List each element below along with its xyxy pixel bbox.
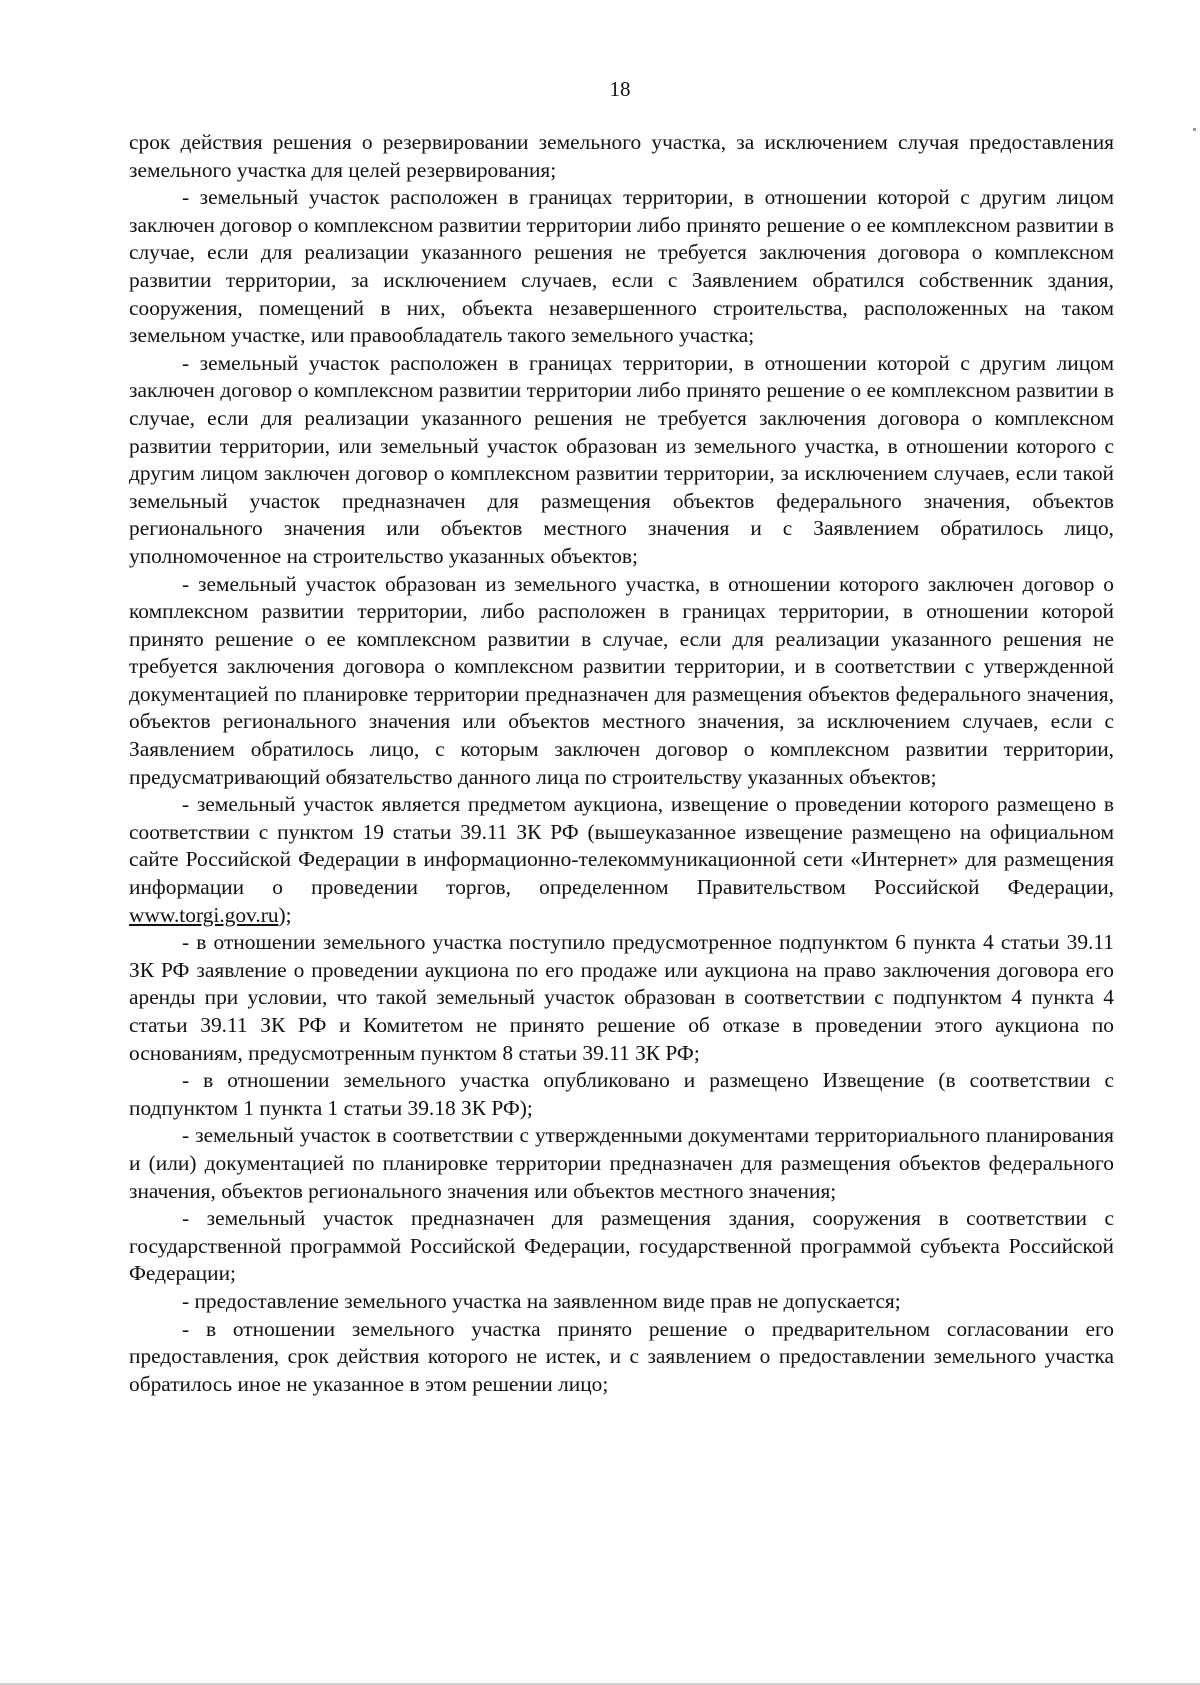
paragraph-8: - земельный участок в соответствии с утвержденными документами территориального планирования и (или) документацией по планировке территории предназначен для размещения объектов федерального значения, объектов регионального значения или объектов местного значения;: [129, 1123, 1114, 1203]
paragraph-3: - земельный участок расположен в границах территории, в отношении которой с другим лицом заключен договор о комплексном развитии территории либо принято решение о ее комплексном развитии в случае, если для реализации указанного решения не требуется заключения договора о комплексном развитии территории, или земельный участок образован из земельного участка, в отношении которого с другим лицом заключен договор о комплексном развитии территории, за исключением случаев, если такой земельный участок предназначен для размещения объектов федерального значения, объектов регионального значения или объектов местного значения и с Заявлением обратилось лицо, уполномоченное на строительство указанных объектов;: [129, 350, 1114, 568]
paragraph-7: - в отношении земельного участка опубликовано и размещено Извещение (в соответствии с подпунктом 1 пункта 1 статьи 39.18 ЗК РФ);: [129, 1068, 1114, 1120]
paragraph-5: [129, 791, 1114, 929]
paragraph-2: - земельный участок расположен в границах территории, в отношении которой с другим лицом заключен договор о комплексном развитии территории либо принято решение о ее комплексном развитии в случае, если для реализации указанного решения не требуется заключения договора о комплексном развитии территории, за исключением случаев, если с Заявлением обратился собственник здания, сооружения, помещений в них, объекта незавершенного строительства, расположенных на таком земельном участке, или правообладатель такого земельного участка;: [129, 185, 1114, 348]
torgi-link[interactable]: www.torgi.gov.ru: [129, 902, 279, 927]
scan-mark: [1193, 128, 1196, 131]
paragraph-10: - предоставление земельного участка на заявленном виде прав не допускается;: [182, 1288, 901, 1313]
paragraph-9: - земельный участок предназначен для размещения здания, сооружения в соответствии с государственной программой Российской Федерации, государственной программой субъекта Российской Федерации;: [129, 1206, 1114, 1286]
paragraph-4: - земельный участок образован из земельного участка, в отношении которого заключен договор о комплексном развитии территории, либо расположен в границах территории, в отношении которой принято решение о ее комплексном развитии в случае, если для реализации указанного решения не требуется заключения договора о комплексном развитии территории, и в соответствии с утвержденной документацией по планировке территории предназначен для размещения объектов федерального значения, объектов регионального значения или объектов местного значения, за исключением случаев, если с Заявлением обратилось лицо, с которым заключен договор о комплексном развитии территории, предусматривающий обязательство данного лица по строительству указанных объектов;: [129, 571, 1114, 789]
page-number: 18: [609, 77, 631, 101]
paragraph-5-text: - земельный участок является предметом аукциона, извещение о проведении которого размещено в соответствии с пунктом 19 статьи 39.11 ЗК РФ (вышеуказанное извещение размещено на официальном сайте Российской Федерации в информационно-телекоммуникационной сети «Интернет» для размещения информации о проведении торгов, определенном Правительством Российской Федерации,: [129, 792, 1114, 900]
paragraph-1: срок действия решения о резервировании земельного участка, за исключением случая предоставления земельного участка для целей резервирования;: [129, 130, 1114, 182]
paragraph-11: - в отношении земельного участка принято решение о предварительном согласовании его предоставления, срок действия которого не истек, и с заявлением о предоставлении земельного участка обратилось иное не указанное в этом решении лицо;: [129, 1316, 1114, 1396]
paragraph-5-tail: );: [278, 902, 292, 927]
paragraph-6: - в отношении земельного участка поступило предусмотренное подпунктом 6 пункта 4 статьи 39.11 ЗК РФ заявление о проведении аукциона по его продаже или аукциона на право заключения договора его аренды при условии, что такой земельный участок образован в соответствии с подпунктом 4 пункта 4 статьи 39.11 ЗК РФ и Комитетом не принято решение об отказе в проведении этого аукциона по основаниям, предусмотренным пунктом 8 статьи 39.11 ЗК РФ;: [129, 930, 1114, 1065]
document-body: [129, 129, 1114, 1398]
